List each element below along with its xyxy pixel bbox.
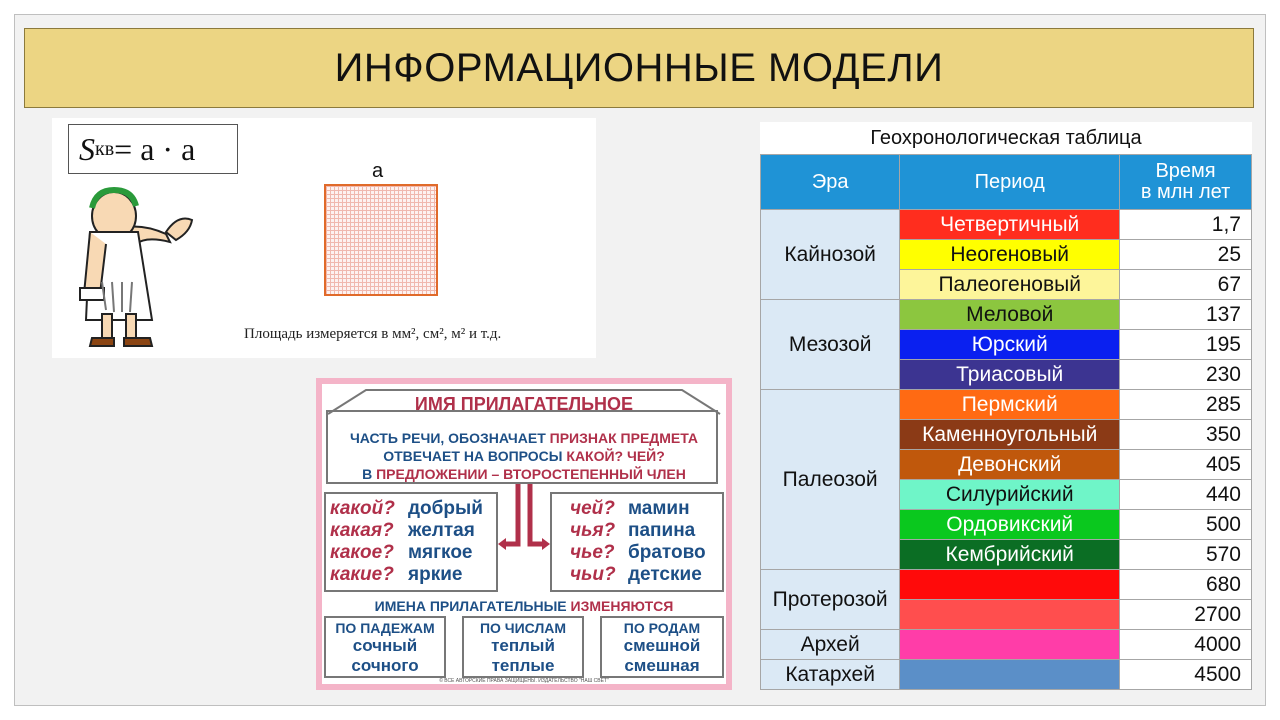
example-row: чье? братово — [570, 542, 706, 563]
geo-table-header-row — [761, 155, 1252, 210]
period-cell: Неогеновый — [900, 240, 1120, 270]
period-cell: Силурийский — [900, 480, 1120, 510]
era-archean: Архей — [761, 630, 900, 660]
geo-table — [760, 154, 1252, 690]
example-row: чьи? детские — [570, 564, 702, 585]
period-cell — [900, 600, 1120, 630]
example-row: какие? яркие — [330, 564, 463, 585]
period-cell: Юрский — [900, 330, 1120, 360]
poster-category-cases: ПО ПАДЕЖАМ сочный сочного — [324, 616, 446, 678]
era-katarchean: Катархей — [761, 660, 900, 690]
period-cell: Каменноугольный — [900, 420, 1120, 450]
example-row: какое? мягкое — [330, 542, 473, 563]
era-mesozoic: Мезозой — [761, 300, 900, 390]
poster-branch-arrows — [498, 484, 550, 564]
time-cell: 680 — [1120, 570, 1252, 600]
grid-square — [324, 184, 438, 296]
formula-lhs: S — [79, 130, 95, 167]
formula-subscript: кв — [95, 137, 115, 160]
poster-content — [322, 384, 726, 684]
poster-change-line: ИМЕНА ПРИЛАГАТЕЛЬНЫЕ ИЗМЕНЯЮТСЯ — [374, 598, 674, 614]
period-cell: Триасовый — [900, 360, 1120, 390]
example-row: чей? мамин — [570, 498, 690, 519]
table-row — [761, 300, 1252, 330]
period-cell — [900, 660, 1120, 690]
time-cell: 2700 — [1120, 600, 1252, 630]
area-formula — [68, 124, 238, 174]
example-row: чья? папина — [570, 520, 696, 541]
period-cell: Девонский — [900, 450, 1120, 480]
area-caption: Площадь измеряется в мм², см², м² и т.д. — [244, 326, 502, 342]
time-cell: 4500 — [1120, 660, 1252, 690]
poster-left-examples — [324, 492, 498, 592]
header-time: Время в млн лет — [1120, 155, 1252, 210]
time-cell: 440 — [1120, 480, 1252, 510]
formula-rhs: = a · a — [114, 130, 196, 167]
poster-definition-line-2: ОТВЕЧАЕТ НА ВОПРОСЫ КАКОЙ? ЧЕЙ? — [383, 448, 665, 464]
time-cell: 1,7 — [1120, 210, 1252, 240]
poster-category-numbers: ПО ЧИСЛАМ теплый теплые — [462, 616, 584, 678]
era-cenozoic: Кайнозой — [761, 210, 900, 300]
time-cell: 230 — [1120, 360, 1252, 390]
time-cell: 25 — [1120, 240, 1252, 270]
table-row — [761, 630, 1252, 660]
poster-category-genders: ПО РОДАМ смешной смешная — [600, 616, 724, 678]
adjective-poster — [316, 378, 732, 690]
period-cell: Пермский — [900, 390, 1120, 420]
header-era: Эра — [761, 155, 900, 210]
period-cell — [900, 630, 1120, 660]
time-cell: 285 — [1120, 390, 1252, 420]
poster-right-examples — [550, 492, 724, 592]
time-cell: 67 — [1120, 270, 1252, 300]
table-row — [761, 660, 1252, 690]
table-row — [761, 210, 1252, 240]
period-cell: Четвертичный — [900, 210, 1120, 240]
period-cell: Кембрийский — [900, 540, 1120, 570]
title-bar — [24, 28, 1254, 108]
time-cell: 4000 — [1120, 630, 1252, 660]
slide-title: ИНФОРМАЦИОННЫЕ МОДЕЛИ — [334, 45, 944, 90]
example-row: какая? желтая — [330, 520, 475, 541]
example-row: какой? добрый — [330, 498, 483, 519]
area-model-panel — [52, 118, 596, 358]
time-cell: 500 — [1120, 510, 1252, 540]
time-cell: 137 — [1120, 300, 1252, 330]
time-cell: 570 — [1120, 540, 1252, 570]
time-cell: 405 — [1120, 450, 1252, 480]
geochronological-table-panel — [760, 122, 1252, 690]
era-paleozoic: Палеозой — [761, 390, 900, 570]
square-side-label: a — [372, 160, 384, 182]
time-cell: 350 — [1120, 420, 1252, 450]
period-cell: Ордовикский — [900, 510, 1120, 540]
era-proterozoic: Протерозой — [761, 570, 900, 630]
table-row — [761, 390, 1252, 420]
geo-table-title: Геохронологическая таблица — [870, 127, 1142, 149]
poster-fine-print: © ВСЕ АВТОРСКИЕ ПРАВА ЗАЩИЩЕНЫ. ИЗДАТЕЛЬСТВО "НАШ СВЕТ" — [439, 678, 609, 684]
period-cell — [900, 570, 1120, 600]
header-period: Период — [900, 155, 1120, 210]
poster-definition-line-1: ЧАСТЬ РЕЧИ, ОБОЗНАЧАЕТ ПРИЗНАК ПРЕДМЕТА — [349, 430, 699, 446]
poster-title: ИМЯ ПРИЛАГАТЕЛЬНОЕ — [414, 394, 634, 414]
roman-character-illustration — [66, 184, 196, 350]
table-row — [761, 570, 1252, 600]
poster-definition-line-3: В ПРЕДЛОЖЕНИИ – ВТОРОСТЕПЕННЫЙ ЧЛЕН — [362, 466, 686, 482]
period-cell: Палеогеновый — [900, 270, 1120, 300]
period-cell: Меловой — [900, 300, 1120, 330]
time-cell: 195 — [1120, 330, 1252, 360]
